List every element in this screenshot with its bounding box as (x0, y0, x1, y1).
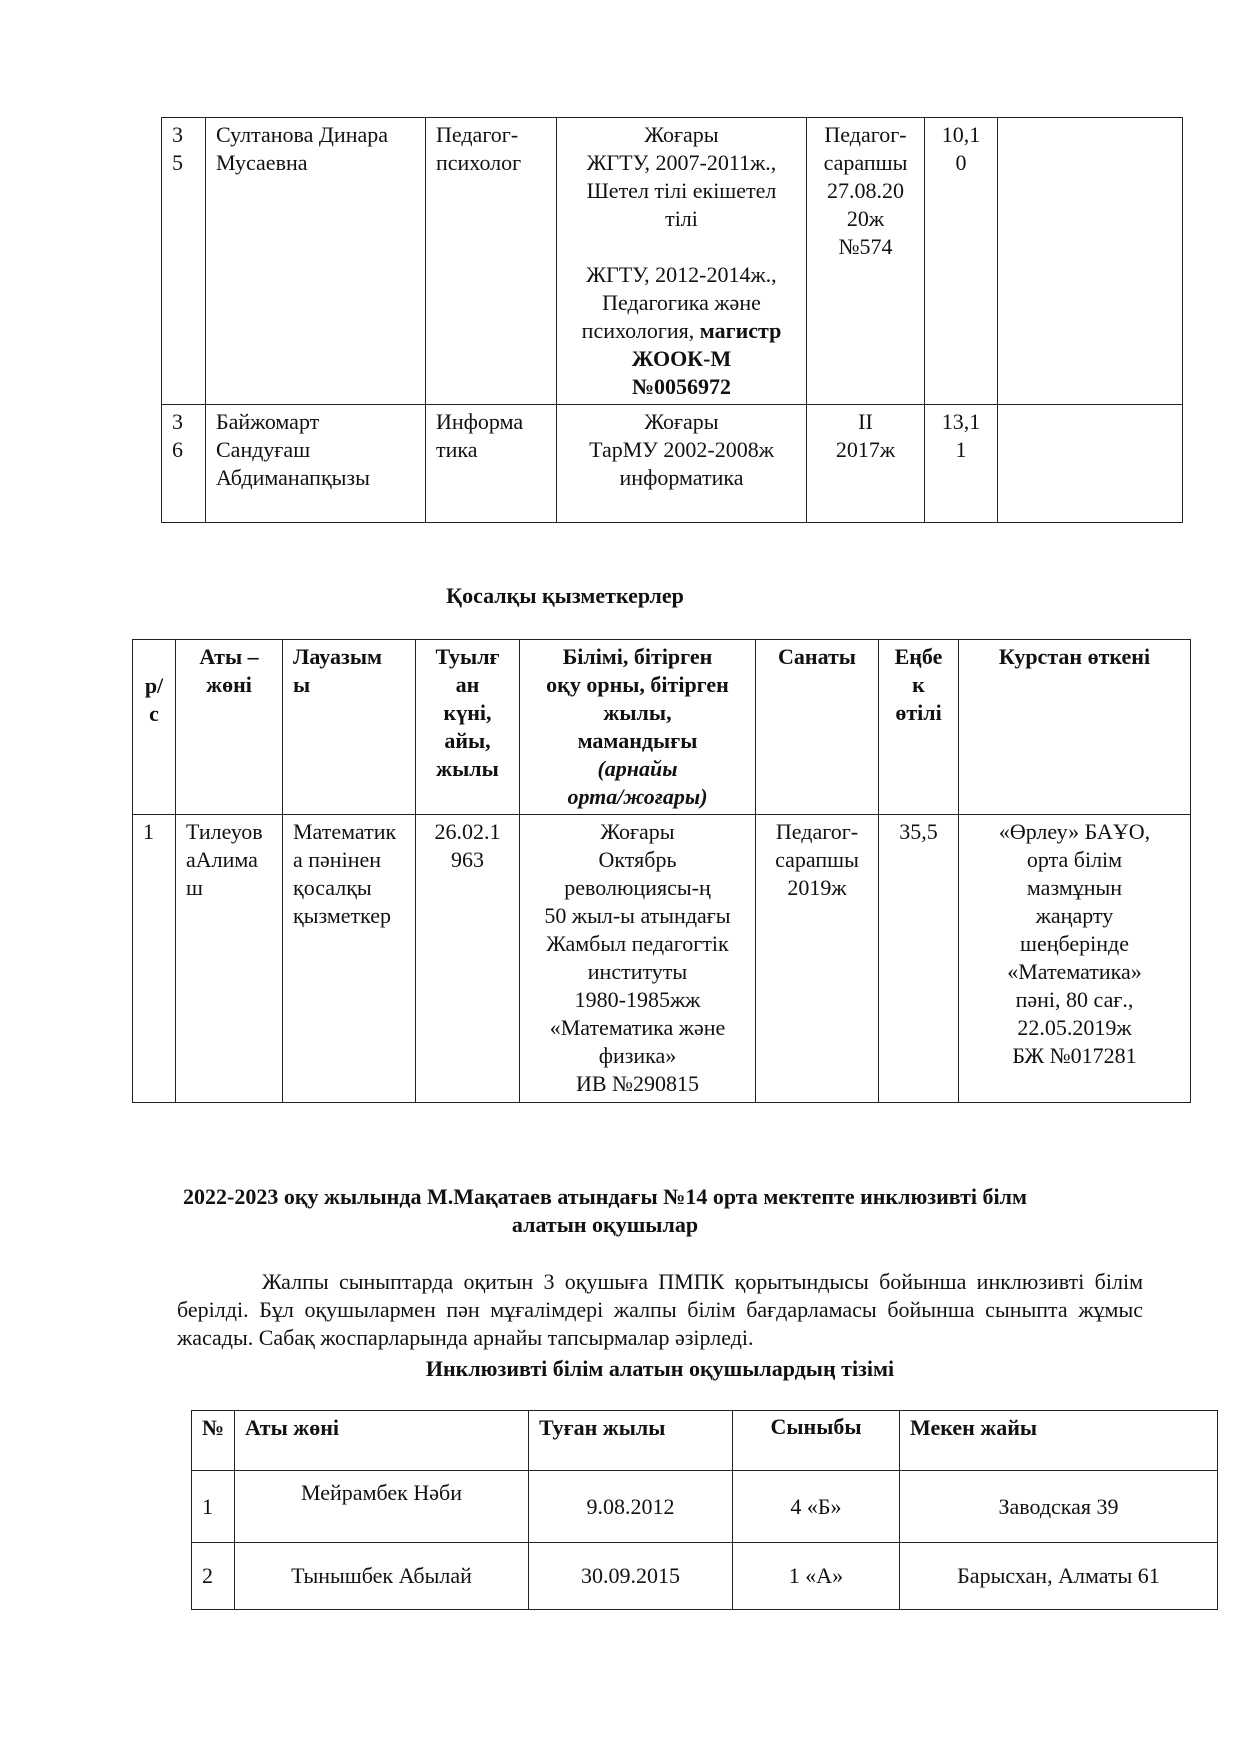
header-education-text: Білімі, бітірген оқу орны, бітірген жылы, мамандығы (546, 644, 729, 753)
table-row (162, 118, 1183, 405)
staff-name: Султанова Динара Мусаевна (206, 118, 426, 405)
header-name: Аты жөні (235, 1411, 529, 1471)
paragraph-text: Жалпы сыныптарда оқитын 3 оқушыға ПМПК қорытындысы бойынша инклюзивті білім берілді. Бұл оқушылармен пән мұғалімдері жалпы білім бағдарламасы бойынша сыныпта жұмыс жасады. Сабақ жоспарларында арнайы тапсырмалар әзірледі. (177, 1269, 1143, 1350)
staff-courses (998, 118, 1183, 405)
header-num: № (192, 1411, 235, 1471)
student-address: Барысхан, Алматы 61 (900, 1543, 1218, 1610)
staff-position: Педагог- психолог (426, 118, 557, 405)
student-birth: 9.08.2012 (529, 1471, 733, 1543)
header-birth: Туылғ ан күні, айы, жылы (416, 640, 520, 815)
header-birth: Туған жылы (529, 1411, 733, 1471)
staff-education (557, 118, 807, 405)
header-num: р/ с (133, 640, 176, 815)
staff-experience: 10,1 0 (925, 118, 998, 405)
inclusive-students-table (191, 1410, 1218, 1610)
student-class: 4 «Б» (733, 1471, 900, 1543)
section-title-auxiliary-staff: Қосалқы қызметкерлер (446, 583, 684, 608)
student-num: 2 (192, 1543, 235, 1610)
table-row (162, 405, 1183, 523)
staff-category: Педагог- сарапшы 27.08.20 20ж №574 (807, 118, 925, 405)
row-number: 1 (133, 815, 176, 1103)
education-text-2 (567, 261, 796, 401)
header-name: Аты – жөні (176, 640, 283, 815)
staff-birth: 26.02.1 963 (416, 815, 520, 1103)
table-header-row (133, 640, 1191, 815)
inclusive-paragraph (177, 1268, 1143, 1352)
staff-name: Тилеуов аАлима ш (176, 815, 283, 1103)
row-number: 3 5 (162, 118, 206, 405)
student-num: 1 (192, 1471, 235, 1543)
student-class: 1 «А» (733, 1543, 900, 1610)
table-row (192, 1471, 1218, 1543)
header-education (520, 640, 756, 815)
header-address: Мекен жайы (900, 1411, 1218, 1471)
row-number: 3 6 (162, 405, 206, 523)
education-degree-bold: магистр ЖООК-М №0056972 (631, 318, 782, 399)
student-name: Мейрамбек Нәби (235, 1471, 529, 1543)
staff-table-continued (161, 117, 1183, 523)
header-courses: Курстан өткені (959, 640, 1191, 815)
staff-education: Жоғары Октябрь революциясы-ң 50 жыл-ы атындағы Жамбыл педагогтік институты 1980-1985жж «Математика және физика» ИВ №290815 (520, 815, 756, 1103)
header-class: Сыныбы (733, 1411, 900, 1471)
header-position: Лауазым ы (283, 640, 416, 815)
table-row (192, 1543, 1218, 1610)
staff-education: Жоғары ТарМУ 2002-2008ж информатика (557, 405, 807, 523)
staff-category: II 2017ж (807, 405, 925, 523)
staff-experience: 13,1 1 (925, 405, 998, 523)
staff-courses: «Өрлеу» БАҰО, орта білім мазмұнын жаңарту шеңберінде «Математика» пәні, 80 сағ., 22.05.2019ж БЖ №017281 (959, 815, 1191, 1103)
staff-position: Информа тика (426, 405, 557, 523)
section-title-inclusive-line2: алатын оқушылар (511, 1212, 699, 1237)
staff-courses (998, 405, 1183, 523)
student-address: Заводская 39 (900, 1471, 1218, 1543)
staff-name: Байжомарт Сандуғаш Абдиманапқызы (206, 405, 426, 523)
header-education-note: (арнайы орта/жоғары) (567, 756, 708, 809)
section-title-inclusive: 2022-2023 оқу жылында М.Мақатаев атындағы №14 орта мектепте инклюзивті білм (183, 1184, 1027, 1209)
education-degree: ЖГТУ, 2012-2014ж., Педагогика және психология, (581, 262, 777, 343)
education-text: Жоғары ЖГТУ, 2007-2011ж., Шетел тілі екішетел тілі (586, 122, 777, 231)
staff-position: Математик а пәнінен қосалқы қызметкер (283, 815, 416, 1103)
student-birth: 30.09.2015 (529, 1543, 733, 1610)
staff-experience: 35,5 (879, 815, 959, 1103)
table-row (133, 815, 1191, 1103)
header-experience: Еңбе к өтілі (879, 640, 959, 815)
staff-category: Педагог- сарапшы 2019ж (756, 815, 879, 1103)
student-name: Тынышбек Абылай (235, 1543, 529, 1610)
header-category: Санаты (756, 640, 879, 815)
inclusive-list-title: Инклюзивті білім алатын оқушылардың тізімі (425, 1356, 895, 1381)
auxiliary-staff-table (132, 639, 1191, 1103)
table-header-row (192, 1411, 1218, 1471)
